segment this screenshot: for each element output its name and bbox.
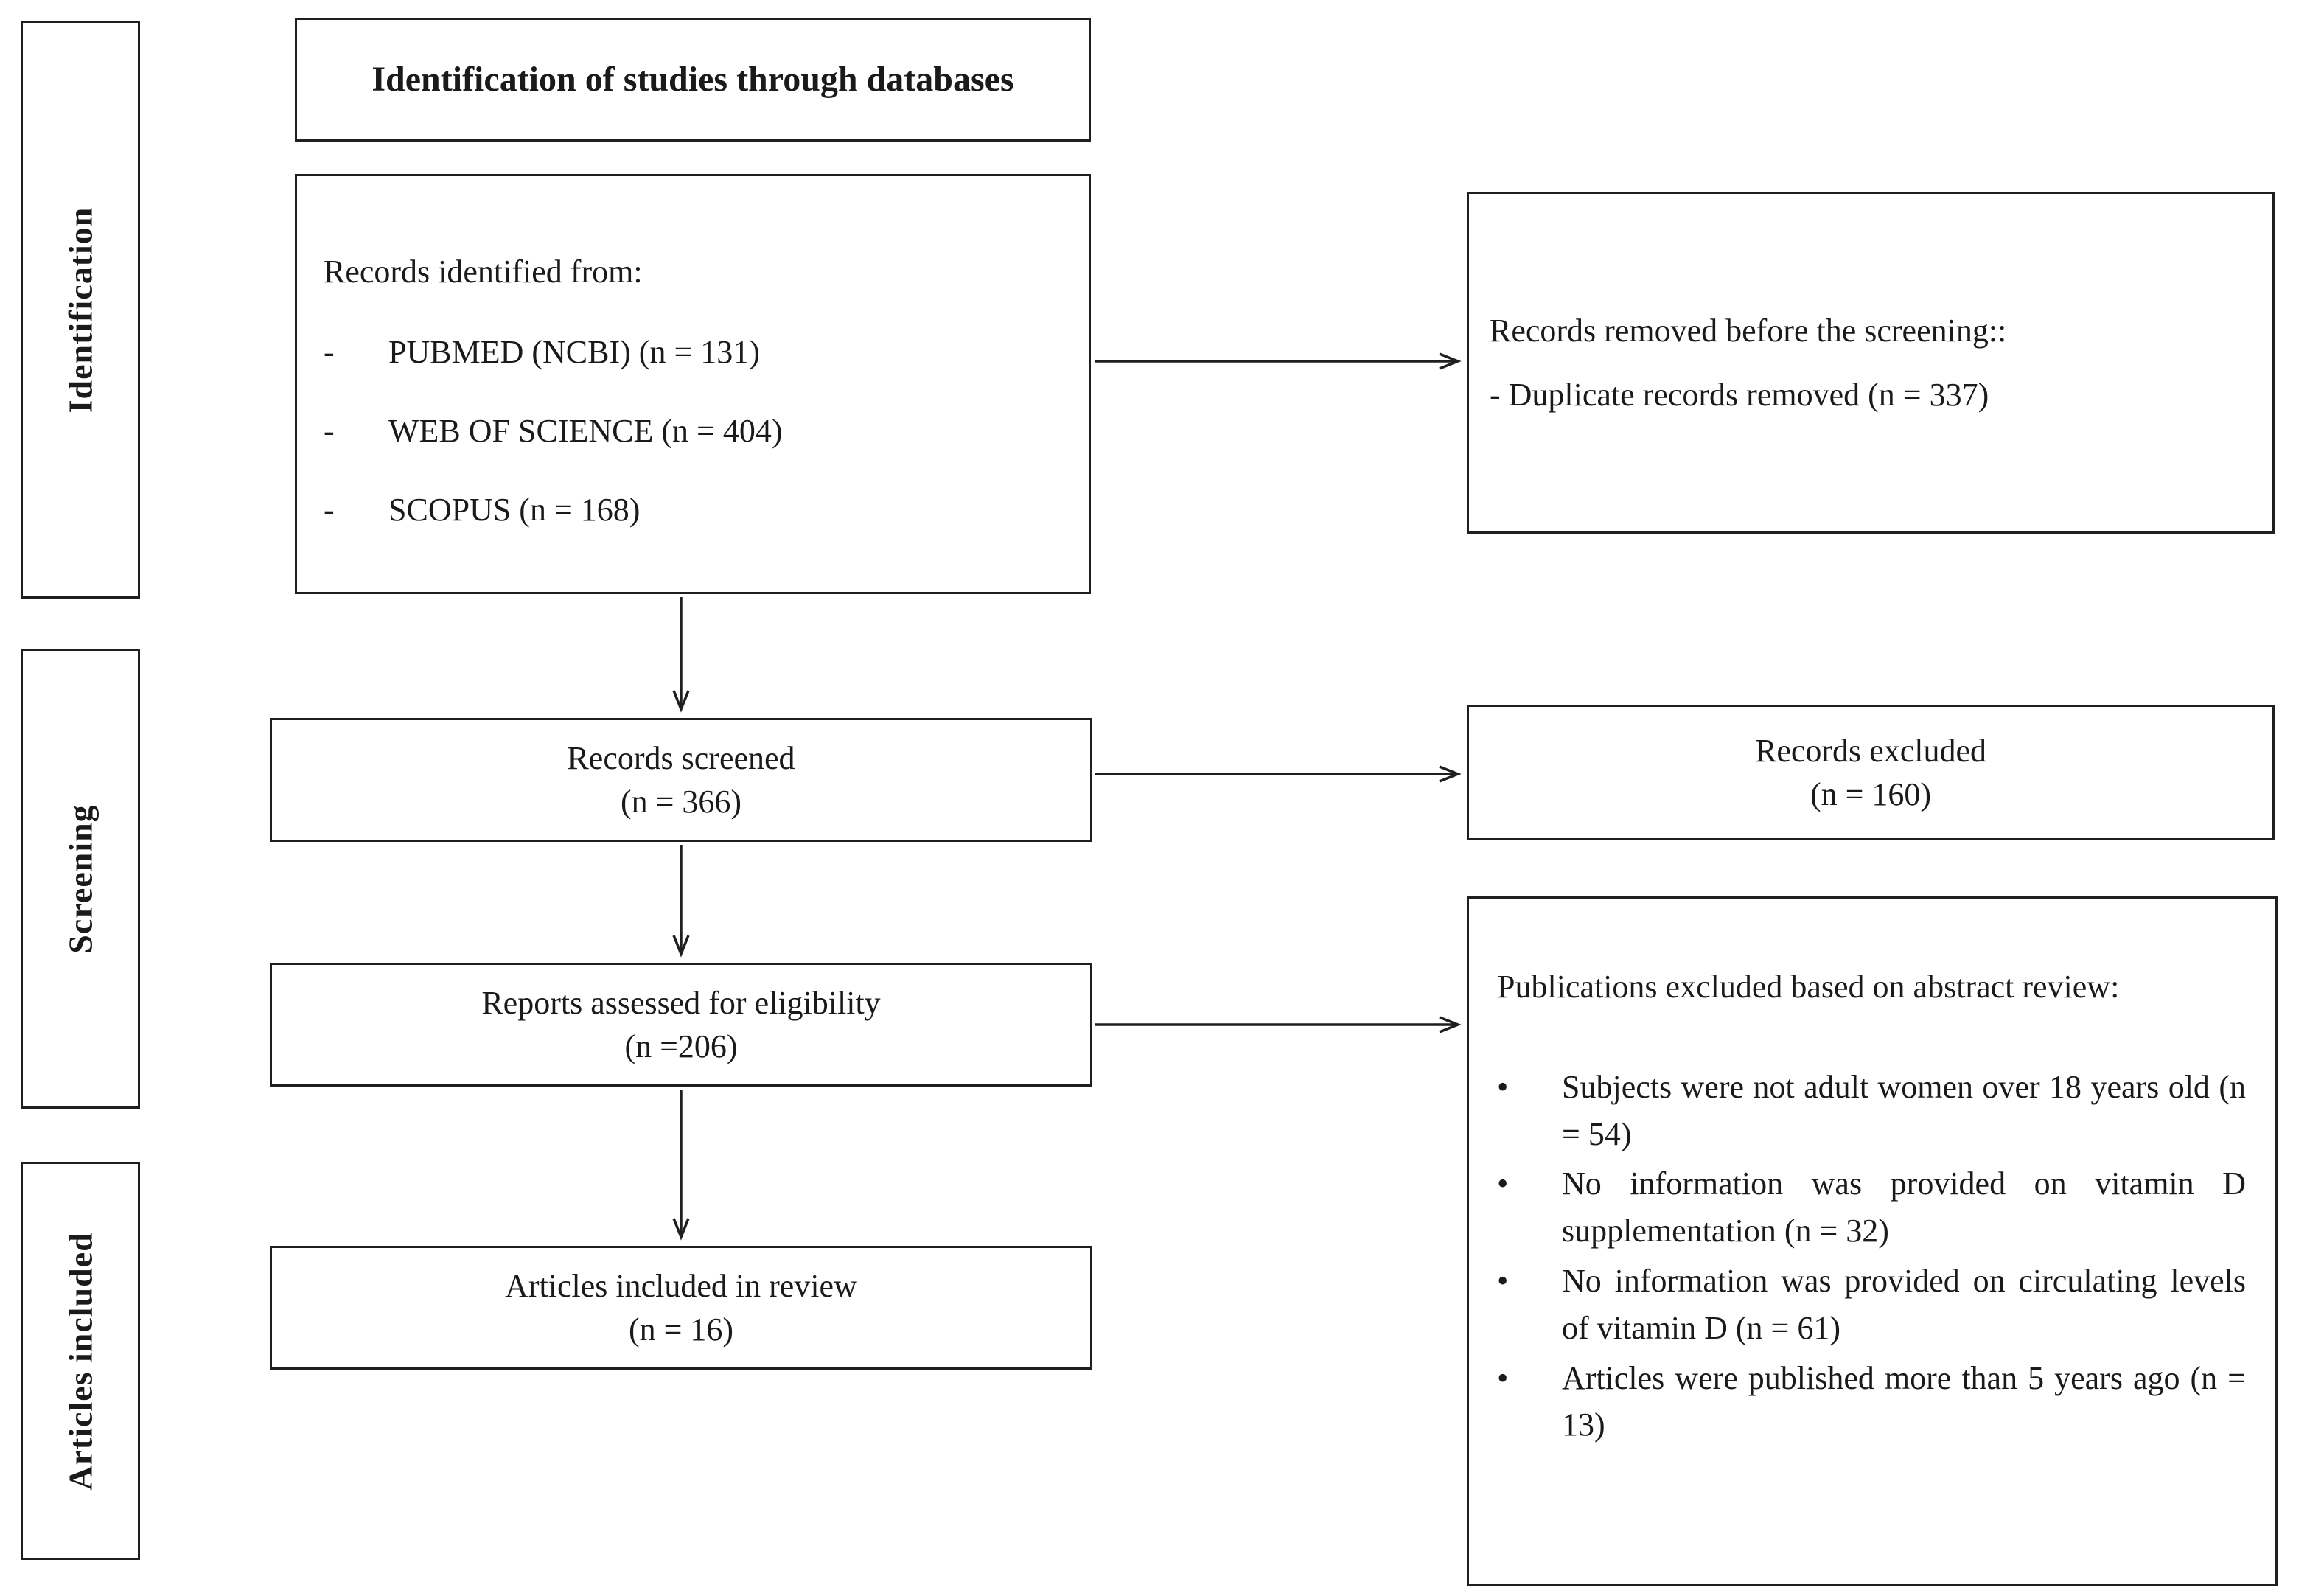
records-removed-duplicates: - Duplicate records removed (n = 337) (1490, 377, 1989, 413)
bullet-marker: • (1497, 1359, 1509, 1396)
records-identified-list (324, 333, 1059, 529)
source-web-of-science: WEB OF SCIENCE (n = 404) (388, 413, 783, 449)
bullet-marker: • (1497, 1262, 1509, 1299)
reports-assessed-count: (n =206) (624, 1028, 738, 1064)
diagram-title-box (295, 18, 1091, 142)
list-item (1497, 1355, 2246, 1449)
records-identified-heading: Records identified from: (324, 254, 643, 290)
stage-label-identification (21, 21, 140, 599)
exclusion-reason-published-over-5-years: Articles were published more than 5 years ago (n = 13) (1562, 1359, 2246, 1443)
records-screened-label: Records screened (567, 739, 795, 776)
list-item (1497, 1064, 2246, 1158)
articles-included-label: Articles included in review (505, 1267, 857, 1304)
exclusion-reason-no-supplementation-info: No information was provided on vitamin D supplementation (n = 32) (1562, 1165, 2246, 1249)
source-pubmed: PUBMED (NCBI) (n = 131) (388, 334, 760, 370)
dash-marker: - (324, 413, 335, 449)
articles-included-count: (n = 16) (628, 1311, 734, 1348)
reports-assessed-label: Reports assessed for eligibility (481, 984, 881, 1021)
list-item (324, 491, 1059, 529)
reports-assessed-box (270, 963, 1092, 1087)
records-screened-count: (n = 366) (620, 784, 742, 820)
records-removed-heading: Records removed before the screening:: (1490, 313, 2007, 349)
publications-excluded-heading: Publications excluded based on abstract review: (1497, 969, 2120, 1005)
exclusion-reason-not-adult-women: Subjects were not adult women over 18 years old (n = 54) (1562, 1068, 2246, 1152)
stage-label-articles-included (21, 1162, 140, 1560)
bullet-marker: • (1497, 1068, 1509, 1105)
records-excluded-count: (n = 160) (1810, 776, 1932, 812)
stage-label-articles-included-text: Articles included (61, 1231, 100, 1491)
diagram-title-text: Identification of studies through databases (371, 59, 1014, 99)
bullet-marker: • (1497, 1165, 1509, 1202)
list-item (324, 333, 1059, 371)
list-item (1497, 1258, 2246, 1352)
articles-included-box (270, 1246, 1092, 1370)
records-excluded-label: Records excluded (1755, 732, 1986, 769)
list-item (1497, 1160, 2246, 1255)
records-identified-box (295, 174, 1091, 594)
stage-label-screening (21, 649, 140, 1109)
dash-marker: - (324, 334, 335, 370)
records-removed-box (1467, 192, 2275, 534)
stage-label-screening-text: Screening (61, 804, 100, 954)
dash-marker: - (324, 492, 335, 528)
exclusion-reason-no-circulating-levels: No information was provided on circulating levels of vitamin D (n = 61) (1562, 1262, 2246, 1346)
stage-label-identification-text: Identification (61, 206, 100, 413)
records-excluded-box (1467, 705, 2275, 840)
publications-excluded-list (1497, 1064, 2246, 1449)
publications-excluded-box (1467, 896, 2278, 1586)
source-scopus: SCOPUS (n = 168) (388, 492, 641, 528)
records-screened-box (270, 718, 1092, 842)
list-item (324, 412, 1059, 450)
